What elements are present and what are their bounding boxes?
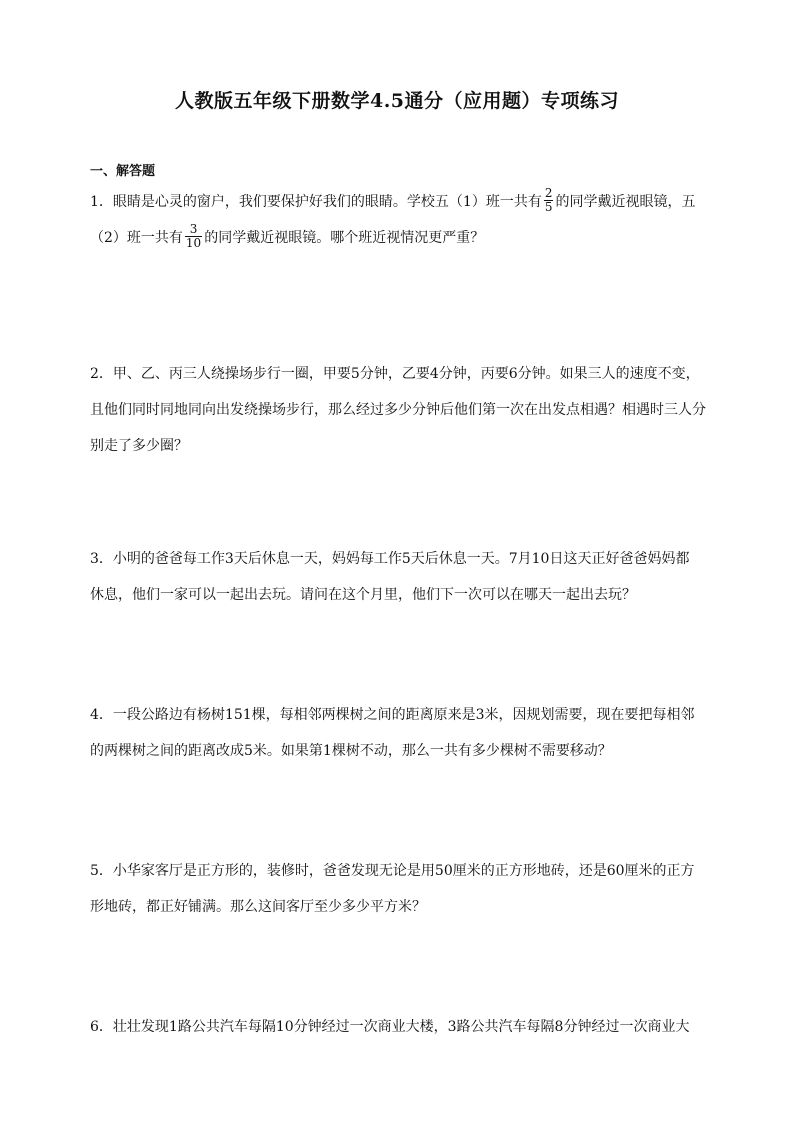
question-line: 3．小明的爸爸每工作3天后休息一天，妈妈每工作5天后休息一天。7月10日这天正好爸爸妈妈都: [90, 551, 690, 567]
question-line: 形地砖，都正好铺满。那么这间客厅至少多少平方米？: [90, 899, 426, 915]
fraction-numerator: 2: [544, 185, 553, 200]
question-2: [90, 356, 712, 464]
question-line: 的两棵树之间的距离改成5米。如果第1棵树不动，那么一共有多少棵树不需要移动？: [90, 743, 612, 759]
question-4: [90, 697, 712, 769]
question-line: 休息，他们一家可以一起出去玩。请问在这个月里，他们下一次可以在哪天一起出去玩？: [90, 587, 636, 603]
question-5: [90, 853, 712, 925]
document-title: 人教版五年级下册数学4.5通分（应用题）专项练习: [174, 90, 620, 112]
question-line: [90, 220, 712, 256]
question-line: 6．壮壮发现1路公共汽车每隔10分钟经过一次商业大楼，3路公共汽车每隔8分钟经过一次商业大: [90, 1019, 690, 1035]
fraction: [544, 187, 554, 214]
question-text: 的同学戴近视眼镜，五: [555, 194, 696, 210]
question-text: 的同学戴近视眼镜。哪个班近视情况更严重？: [204, 230, 485, 246]
question-line: 且他们同时同地同向出发绕操场步行，那么经过多少分钟后他们第一次在出发点相遇？相遇时三人分: [90, 402, 706, 418]
question-text: 1．眼睛是心灵的窗户，我们要保护好我们的眼睛。学校五（1）班一共有: [90, 194, 542, 210]
question-line: 4．一段公路边有杨树151棵，每相邻两棵树之间的距离原来是3米，因规划需要，现在要把每相邻: [90, 707, 695, 723]
fraction-numerator: 3: [185, 223, 202, 237]
fraction-denominator: 5: [544, 199, 553, 214]
question-line: 2．甲、乙、丙三人绕操场步行一圈，甲要5分钟，乙要4分钟，丙要6分钟。如果三人的速度不变，: [90, 366, 700, 382]
question-1: [90, 184, 712, 256]
question-6: [90, 1009, 712, 1045]
fraction: [185, 223, 202, 250]
question-line: 别走了多少圈？: [90, 438, 188, 454]
section-heading: 一、解答题: [90, 164, 156, 179]
question-line: 5．小华家客厅是正方形的，装修时，爸爸发现无论是用50厘米的正方形地砖，还是60厘米的正方: [90, 863, 695, 879]
question-3: [90, 541, 712, 613]
fraction-denominator: 10: [185, 235, 202, 250]
question-line: [90, 184, 712, 220]
question-text: （2）班一共有: [90, 230, 183, 246]
